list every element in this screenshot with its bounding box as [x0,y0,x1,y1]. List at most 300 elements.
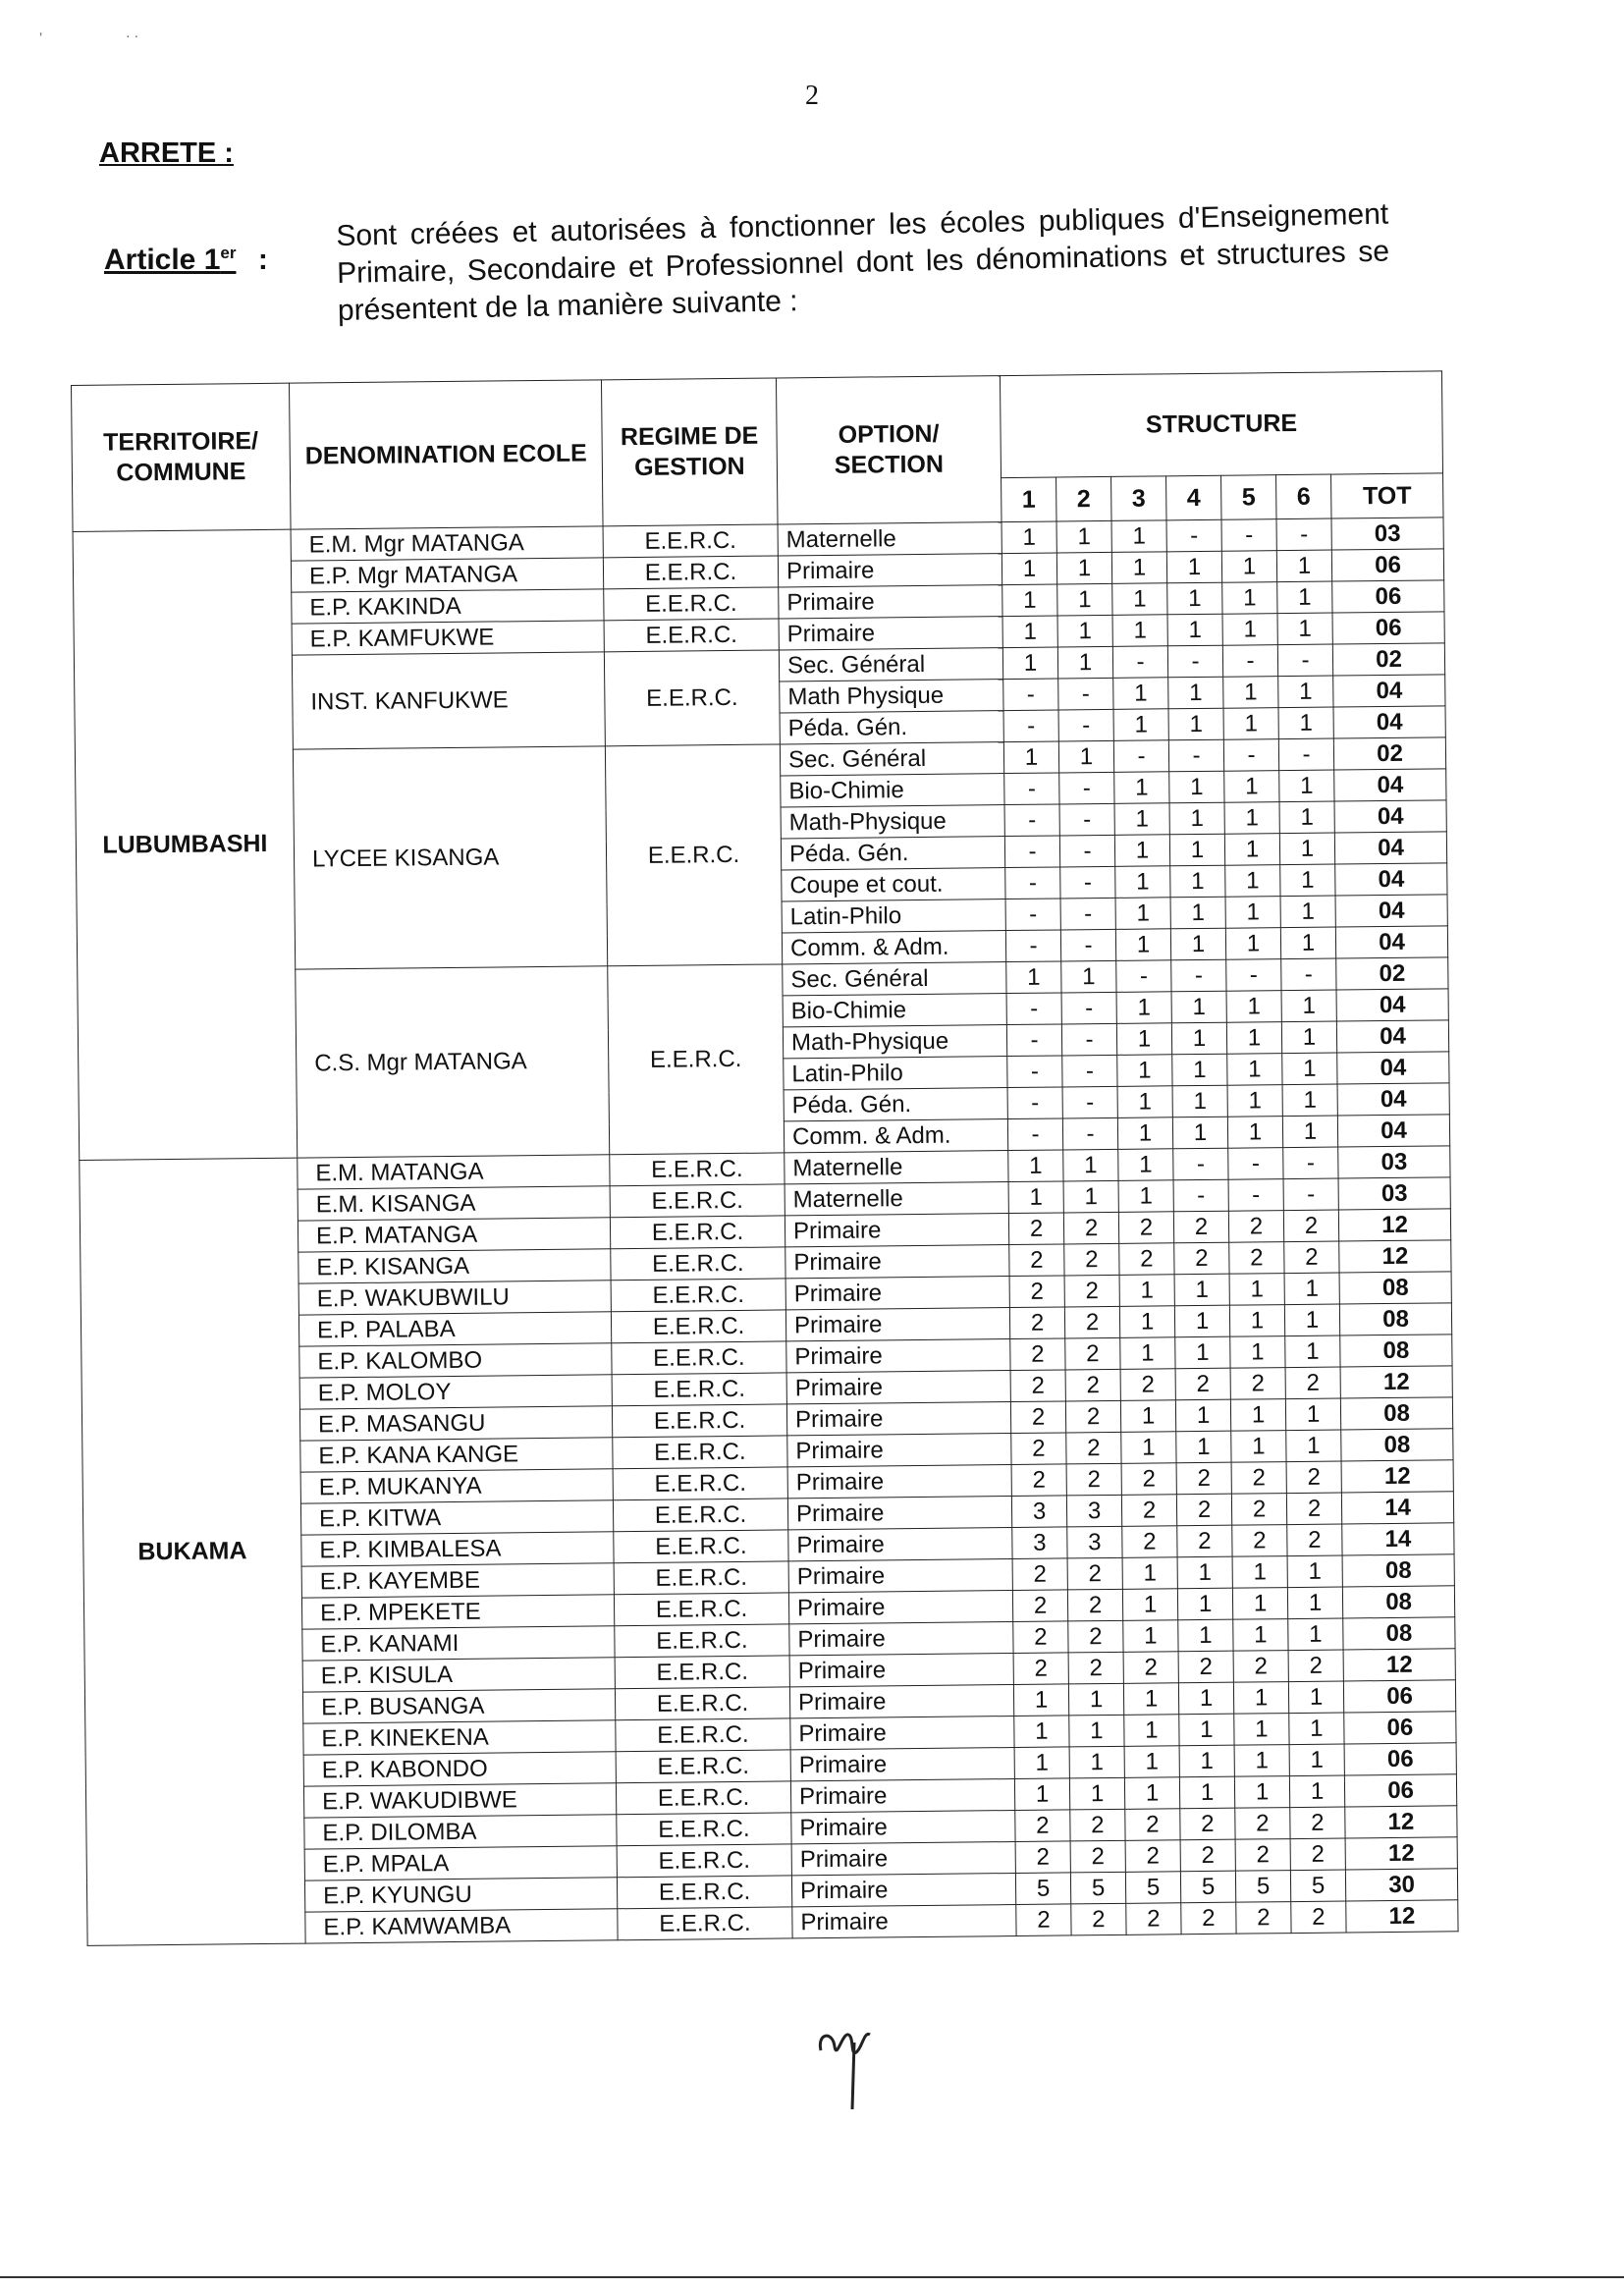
level-5-cell: - [1222,645,1277,678]
regime-cell: E.E.R.C. [617,1876,791,1909]
level-1-cell: 2 [1011,1433,1066,1465]
option-cell: Math-Physique [781,805,1004,839]
option-cell: Math Physique [780,680,1003,713]
level-6-cell: 1 [1281,990,1336,1022]
level-4-cell: 1 [1179,1714,1234,1746]
level-1-cell: 1 [1013,1684,1068,1717]
level-6-cell: 1 [1287,1555,1342,1588]
school-name-cell: E.P. KAYEMBE [301,1563,614,1598]
regime-cell: E.E.R.C. [611,1279,785,1312]
level-5-cell: 1 [1225,928,1280,960]
level-3-cell: 2 [1118,1212,1173,1244]
school-name-cell: E.M. KISANGA [298,1186,610,1221]
level-3-cell: 1 [1124,1715,1179,1747]
level-4-cell: 1 [1178,1682,1233,1715]
level-3-cell: 1 [1117,1055,1172,1087]
level-3-cell: 2 [1121,1495,1176,1527]
article-colon: : [257,244,268,276]
header-option: OPTION/ SECTION [776,376,1001,524]
level-6-cell: 1 [1280,864,1335,897]
level-3-cell: 1 [1113,709,1168,741]
total-cell: 04 [1337,1083,1449,1116]
total-cell: 04 [1334,832,1446,864]
level-1-cell: 2 [1015,1841,1070,1874]
level-6-cell: 2 [1288,1650,1343,1682]
level-4-cell: 1 [1172,1117,1227,1149]
level-2-cell: - [1059,803,1114,836]
level-5-cell: 1 [1223,677,1278,709]
level-5-cell: 1 [1227,1117,1282,1149]
option-cell: Primaire [788,1591,1012,1624]
level-5-cell: - [1223,739,1278,772]
level-4-cell: - [1166,519,1221,552]
level-4-cell: 2 [1180,1839,1235,1872]
level-5-cell: 2 [1235,1839,1290,1872]
option-cell: Primaire [787,1465,1011,1499]
level-5-cell: 1 [1232,1588,1287,1620]
option-cell: Primaire [786,1371,1010,1404]
level-5-cell: 1 [1229,1305,1284,1337]
level-1-cell: - [1004,804,1059,837]
level-2-cell: - [1058,678,1113,710]
level-2-cell: - [1059,772,1114,804]
level-4-cell: 1 [1179,1745,1234,1777]
level-2-cell: 2 [1067,1589,1122,1621]
regime-cell: E.E.R.C. [617,1844,791,1878]
regime-cell: E.E.R.C. [604,650,780,746]
level-2-cell: 1 [1057,615,1112,647]
level-4-cell: 2 [1173,1211,1228,1243]
article-label [104,244,268,277]
regime-cell: E.E.R.C. [605,744,782,966]
level-5-cell: 2 [1235,1808,1290,1840]
total-cell: 14 [1342,1523,1454,1555]
article-body: Sont créées et autorisées à fonctionner les écoles publiques d'Enseignement Primaire, Secondaire et Professionnel dont les dénominations et structures se présentent de la manière suivante : [336,197,1390,327]
option-cell: Sec. Général [780,742,1003,776]
option-cell: Sec. Général [779,648,1002,681]
regime-cell: E.E.R.C. [616,1750,790,1783]
regime-cell: E.E.R.C. [612,1341,786,1375]
level-5-cell: - [1228,1179,1283,1212]
level-2-cell: 1 [1063,1180,1118,1213]
level-3-cell: 1 [1111,552,1166,584]
school-name-cell: E.P. KAMFUKWE [292,621,604,655]
level-2-cell: - [1059,835,1114,867]
total-cell: 02 [1336,957,1448,990]
level-2-cell: - [1061,992,1116,1024]
level-5-cell: 1 [1226,1022,1281,1055]
territory-cell: LUBUMBASHI [73,529,298,1160]
total-cell: 04 [1337,1115,1449,1147]
level-2-cell: 2 [1063,1212,1118,1244]
header-level-5: 5 [1221,475,1276,519]
level-4-cell: 1 [1170,928,1225,960]
level-1-cell: - [1004,836,1059,868]
level-5-cell: 1 [1221,551,1276,583]
level-5-cell: 1 [1232,1556,1287,1589]
level-2-cell: 2 [1065,1400,1120,1433]
level-1-cell: 1 [1001,521,1056,554]
option-cell: Primaire [787,1497,1011,1530]
level-5-cell: 1 [1222,582,1277,615]
level-5-cell: 1 [1233,1682,1288,1715]
option-cell: Primaire [785,1308,1009,1341]
total-cell: 12 [1338,1209,1450,1241]
regime-cell: E.E.R.C. [615,1687,789,1720]
level-3-cell: 1 [1117,1086,1172,1118]
level-2-cell: - [1060,898,1115,930]
level-2-cell: 1 [1056,520,1111,553]
school-name-cell: E.P. WAKUDIBWE [303,1783,616,1818]
total-cell: 04 [1334,769,1446,801]
level-4-cell: 1 [1171,991,1226,1023]
level-2-cell: 2 [1071,1903,1126,1935]
level-2-cell: - [1061,1023,1116,1056]
level-5-cell: 1 [1224,771,1279,803]
level-6-cell: - [1283,1178,1338,1211]
level-2-cell: 2 [1070,1840,1125,1873]
level-2-cell: 1 [1061,960,1116,993]
level-3-cell: 1 [1114,803,1169,836]
level-1-cell: 1 [1014,1716,1069,1748]
regime-cell: E.E.R.C. [610,1216,785,1249]
level-2-cell: - [1062,1117,1117,1150]
school-name-cell: E.P. KAKINDA [292,589,604,624]
option-cell: Bio-Chimie [783,994,1006,1027]
level-4-cell: 2 [1176,1462,1231,1495]
level-3-cell: - [1116,960,1171,993]
level-4-cell: 1 [1175,1336,1230,1369]
level-6-cell: - [1276,518,1331,551]
header-level-3: 3 [1111,476,1166,520]
school-name-cell: E.P. KYUNGU [304,1878,617,1912]
header-denomination: DENOMINATION ECOLE [289,380,603,529]
total-cell: 04 [1333,706,1445,738]
school-name-cell: E.P. KALOMBO [299,1343,612,1378]
level-4-cell: 1 [1166,551,1221,583]
level-6-cell: 2 [1284,1241,1339,1274]
level-4-cell: 5 [1180,1871,1235,1903]
level-3-cell: 1 [1120,1337,1175,1370]
school-name-cell: E.P. KANAMI [302,1626,615,1661]
level-5-cell: 1 [1227,1085,1282,1117]
level-3-cell: 1 [1114,835,1169,867]
level-5-cell: 1 [1234,1776,1289,1809]
option-cell: Comm. & Adm. [782,931,1005,964]
total-cell: 12 [1346,1900,1458,1933]
header-territoire: TERRITOIRE/ COMMUNE [72,383,292,531]
header-level-1: 1 [1001,477,1056,521]
level-3-cell: 1 [1112,615,1167,647]
school-name-cell: E.P. DILOMBA [304,1815,617,1849]
option-cell: Primaire [778,554,1001,587]
level-3-cell: 1 [1124,1746,1179,1778]
level-5-cell: 1 [1229,1274,1284,1306]
regime-cell: E.E.R.C. [610,1184,785,1218]
regime-cell: E.E.R.C. [611,1247,785,1281]
school-name-cell: E.P. KISANGA [298,1249,611,1283]
level-1-cell: 2 [1010,1401,1065,1434]
school-name-cell: INST. KANFUKWE [292,652,605,749]
level-4-cell: - [1168,739,1223,772]
level-4-cell: 2 [1174,1242,1229,1275]
total-cell: 04 [1333,675,1445,707]
scan-speck: · · [126,27,139,43]
total-cell: 06 [1344,1774,1456,1807]
total-cell: 08 [1339,1272,1451,1304]
regime-cell: E.E.R.C. [610,1153,785,1186]
level-1-cell: - [1007,1118,1062,1151]
school-name-cell: E.P. PALABA [298,1312,611,1346]
option-cell: Primaire [779,617,1002,650]
header-level-6: 6 [1276,475,1331,519]
option-cell: Primaire [779,585,1002,619]
schools-table [71,370,1459,1946]
level-2-cell: - [1060,866,1115,899]
article-label-text: Article 1er [104,244,237,276]
level-2-cell: 5 [1070,1872,1125,1904]
level-1-cell: - [1007,1087,1062,1119]
option-cell: Primaire [788,1528,1012,1561]
school-name-cell: LYCEE KISANGA [293,746,607,969]
level-2-cell: 1 [1069,1746,1124,1778]
level-2-cell: 1 [1057,646,1112,679]
level-5-cell: 2 [1230,1368,1285,1400]
level-6-cell: 1 [1286,1430,1341,1462]
initials-signature [813,2013,882,2111]
level-5-cell: 2 [1231,1494,1286,1526]
level-5-cell: 1 [1234,1745,1289,1777]
level-3-cell: 1 [1113,678,1168,710]
level-6-cell: - [1281,958,1336,991]
level-4-cell: - [1173,1148,1228,1180]
level-4-cell: 1 [1171,1022,1226,1055]
total-cell: 06 [1332,580,1444,613]
level-5-cell: 2 [1231,1462,1286,1495]
level-3-cell: 5 [1125,1872,1180,1904]
level-6-cell: 1 [1285,1335,1340,1368]
level-5-cell: 2 [1232,1525,1287,1557]
level-1-cell: - [1006,1024,1061,1057]
level-2-cell: - [1060,929,1115,961]
option-cell: Primaire [786,1402,1010,1436]
total-cell: 12 [1340,1366,1452,1398]
total-cell: 08 [1340,1335,1452,1367]
level-3-cell: 2 [1125,1840,1180,1873]
level-4-cell: 1 [1175,1399,1230,1432]
level-3-cell: 2 [1123,1652,1178,1684]
level-6-cell: 1 [1289,1775,1344,1808]
regime-cell: E.E.R.C. [614,1561,788,1595]
school-name-cell: E.P. KISULA [302,1658,615,1692]
level-3-cell: 1 [1122,1557,1177,1590]
level-3-cell: 1 [1114,772,1169,804]
level-6-cell: 1 [1277,613,1332,645]
level-6-cell: 2 [1285,1367,1340,1399]
level-4-cell: 2 [1181,1902,1236,1935]
school-name-cell: E.P. KIMBALESA [301,1532,614,1566]
total-cell: 08 [1339,1303,1451,1335]
option-cell: Primaire [789,1685,1013,1718]
level-2-cell: 2 [1066,1432,1121,1464]
level-5-cell: - [1221,519,1276,552]
total-cell: 04 [1335,863,1447,896]
level-2-cell: - [1062,1086,1117,1118]
level-1-cell: 3 [1012,1527,1067,1559]
level-5-cell: 1 [1225,865,1280,898]
option-cell: Bio-Chimie [781,774,1004,807]
level-1-cell: 2 [1013,1653,1068,1685]
header-regime: REGIME DE GESTION [601,378,778,526]
level-1-cell: 2 [1008,1213,1063,1245]
level-1-cell: 5 [1015,1873,1070,1905]
level-5-cell: 5 [1235,1871,1290,1903]
level-2-cell: 2 [1065,1369,1120,1401]
level-3-cell: 1 [1118,1180,1173,1213]
table-body [73,518,1458,1946]
option-cell: Maternelle [785,1151,1008,1184]
level-4-cell: 1 [1174,1305,1229,1337]
total-cell: 03 [1338,1177,1450,1210]
level-6-cell: 2 [1287,1524,1342,1556]
regime-cell: E.E.R.C. [612,1404,786,1438]
level-6-cell: 1 [1277,581,1332,614]
level-1-cell: 1 [1014,1778,1069,1811]
level-1-cell: 2 [1016,1904,1071,1936]
level-1-cell: 2 [1009,1276,1064,1308]
level-1-cell: 1 [1001,553,1056,585]
level-4-cell: 1 [1169,834,1224,866]
level-1-cell: 2 [1013,1621,1068,1654]
school-name-cell: E.P. MPEKETE [301,1595,614,1629]
level-1-cell: 2 [1015,1810,1070,1842]
level-5-cell: 1 [1225,897,1280,929]
level-6-cell: 1 [1279,770,1334,802]
option-cell: Maternelle [785,1182,1008,1216]
regime-cell: E.E.R.C. [615,1624,789,1658]
level-5-cell: 1 [1230,1336,1285,1369]
schools-table-wrapper [71,370,1459,1946]
level-6-cell: 1 [1288,1618,1343,1651]
level-1-cell: 1 [1002,647,1057,680]
total-cell: 04 [1335,926,1447,958]
page-bottom-rule [0,2276,1624,2278]
header-structure: STRUCTURE [1000,371,1442,478]
total-cell: 06 [1343,1680,1455,1713]
level-1-cell: - [1004,773,1059,805]
level-3-cell: 1 [1118,1149,1173,1181]
header-level-4: 4 [1166,476,1221,520]
option-cell: Primaire [787,1434,1011,1467]
level-4-cell: 1 [1170,865,1225,898]
level-6-cell: 1 [1285,1398,1340,1431]
total-cell: 08 [1342,1554,1454,1587]
level-2-cell: 2 [1064,1243,1119,1276]
option-cell: Primaire [790,1717,1014,1750]
level-4-cell: - [1171,959,1226,992]
level-6-cell: 1 [1289,1713,1344,1745]
level-6-cell: 1 [1287,1587,1342,1619]
level-1-cell: 1 [1006,961,1061,994]
total-cell: 04 [1337,1052,1449,1084]
level-4-cell: 1 [1172,1054,1227,1086]
level-1-cell: - [1003,679,1058,711]
school-name-cell: E.P. MPALA [304,1846,617,1880]
total-cell: 06 [1331,549,1443,581]
option-cell: Primaire [788,1559,1012,1593]
option-cell: Primaire [785,1245,1009,1279]
level-1-cell: - [1005,867,1060,899]
level-6-cell: 1 [1284,1273,1339,1305]
option-cell: Péda. Gén. [780,711,1003,744]
regime-cell: E.E.R.C. [617,1813,791,1846]
option-cell: Primaire [790,1779,1014,1813]
level-3-cell: 2 [1126,1903,1181,1935]
scan-speck: ’ [39,29,43,45]
level-3-cell: 1 [1116,992,1171,1024]
level-6-cell: 1 [1289,1744,1344,1776]
option-cell: Primaire [791,1874,1015,1907]
regime-cell: E.E.R.C. [603,524,778,558]
header-tot: TOT [1331,473,1444,518]
regime-cell: E.E.R.C. [613,1467,787,1500]
total-cell: 02 [1333,737,1445,770]
regime-cell: E.E.R.C. [618,1907,792,1940]
level-4-cell: 1 [1172,1085,1227,1117]
level-6-cell: 5 [1290,1870,1345,1902]
level-2-cell: 1 [1068,1683,1123,1716]
level-3-cell: 2 [1125,1809,1180,1841]
regime-cell: E.E.R.C. [613,1436,787,1469]
level-2-cell: 1 [1069,1777,1124,1810]
level-1-cell: 2 [1009,1307,1064,1339]
level-2-cell: - [1062,1055,1117,1087]
level-4-cell: 2 [1175,1368,1230,1400]
level-2-cell: 2 [1070,1809,1125,1841]
level-6-cell: 2 [1291,1901,1346,1934]
regime-cell: E.E.R.C. [604,619,779,652]
total-cell: 04 [1336,1020,1448,1053]
level-5-cell: 1 [1224,834,1279,866]
level-6-cell: 2 [1283,1210,1338,1242]
level-1-cell: 1 [1008,1181,1063,1214]
total-cell: 06 [1332,612,1444,644]
total-cell: 12 [1343,1649,1455,1681]
total-cell: 30 [1345,1869,1457,1901]
level-3-cell: - [1113,740,1168,773]
level-6-cell: 1 [1282,1116,1337,1148]
level-1-cell: 1 [1008,1150,1063,1182]
level-6-cell: 2 [1286,1461,1341,1494]
level-1-cell: - [1005,930,1060,962]
level-4-cell: 1 [1177,1556,1232,1589]
school-name-cell: E.P. KINEKENA [303,1720,616,1755]
total-cell: 02 [1332,643,1444,676]
level-6-cell: 1 [1278,676,1333,708]
level-6-cell: 1 [1284,1304,1339,1336]
level-6-cell: 1 [1288,1681,1343,1714]
school-name-cell: E.M. Mgr MATANGA [291,526,603,561]
option-cell: Primaire [785,1214,1008,1247]
school-name-cell: C.S. Mgr MATANGA [296,966,610,1158]
level-3-cell: 1 [1115,866,1170,899]
level-3-cell: 1 [1117,1117,1172,1150]
level-2-cell: 2 [1064,1275,1119,1307]
level-5-cell: 1 [1222,614,1277,646]
school-name-cell: E.P. KABONDO [303,1752,616,1786]
school-name-cell: E.P. WAKUBWILU [298,1281,611,1315]
level-2-cell: 2 [1065,1337,1120,1370]
